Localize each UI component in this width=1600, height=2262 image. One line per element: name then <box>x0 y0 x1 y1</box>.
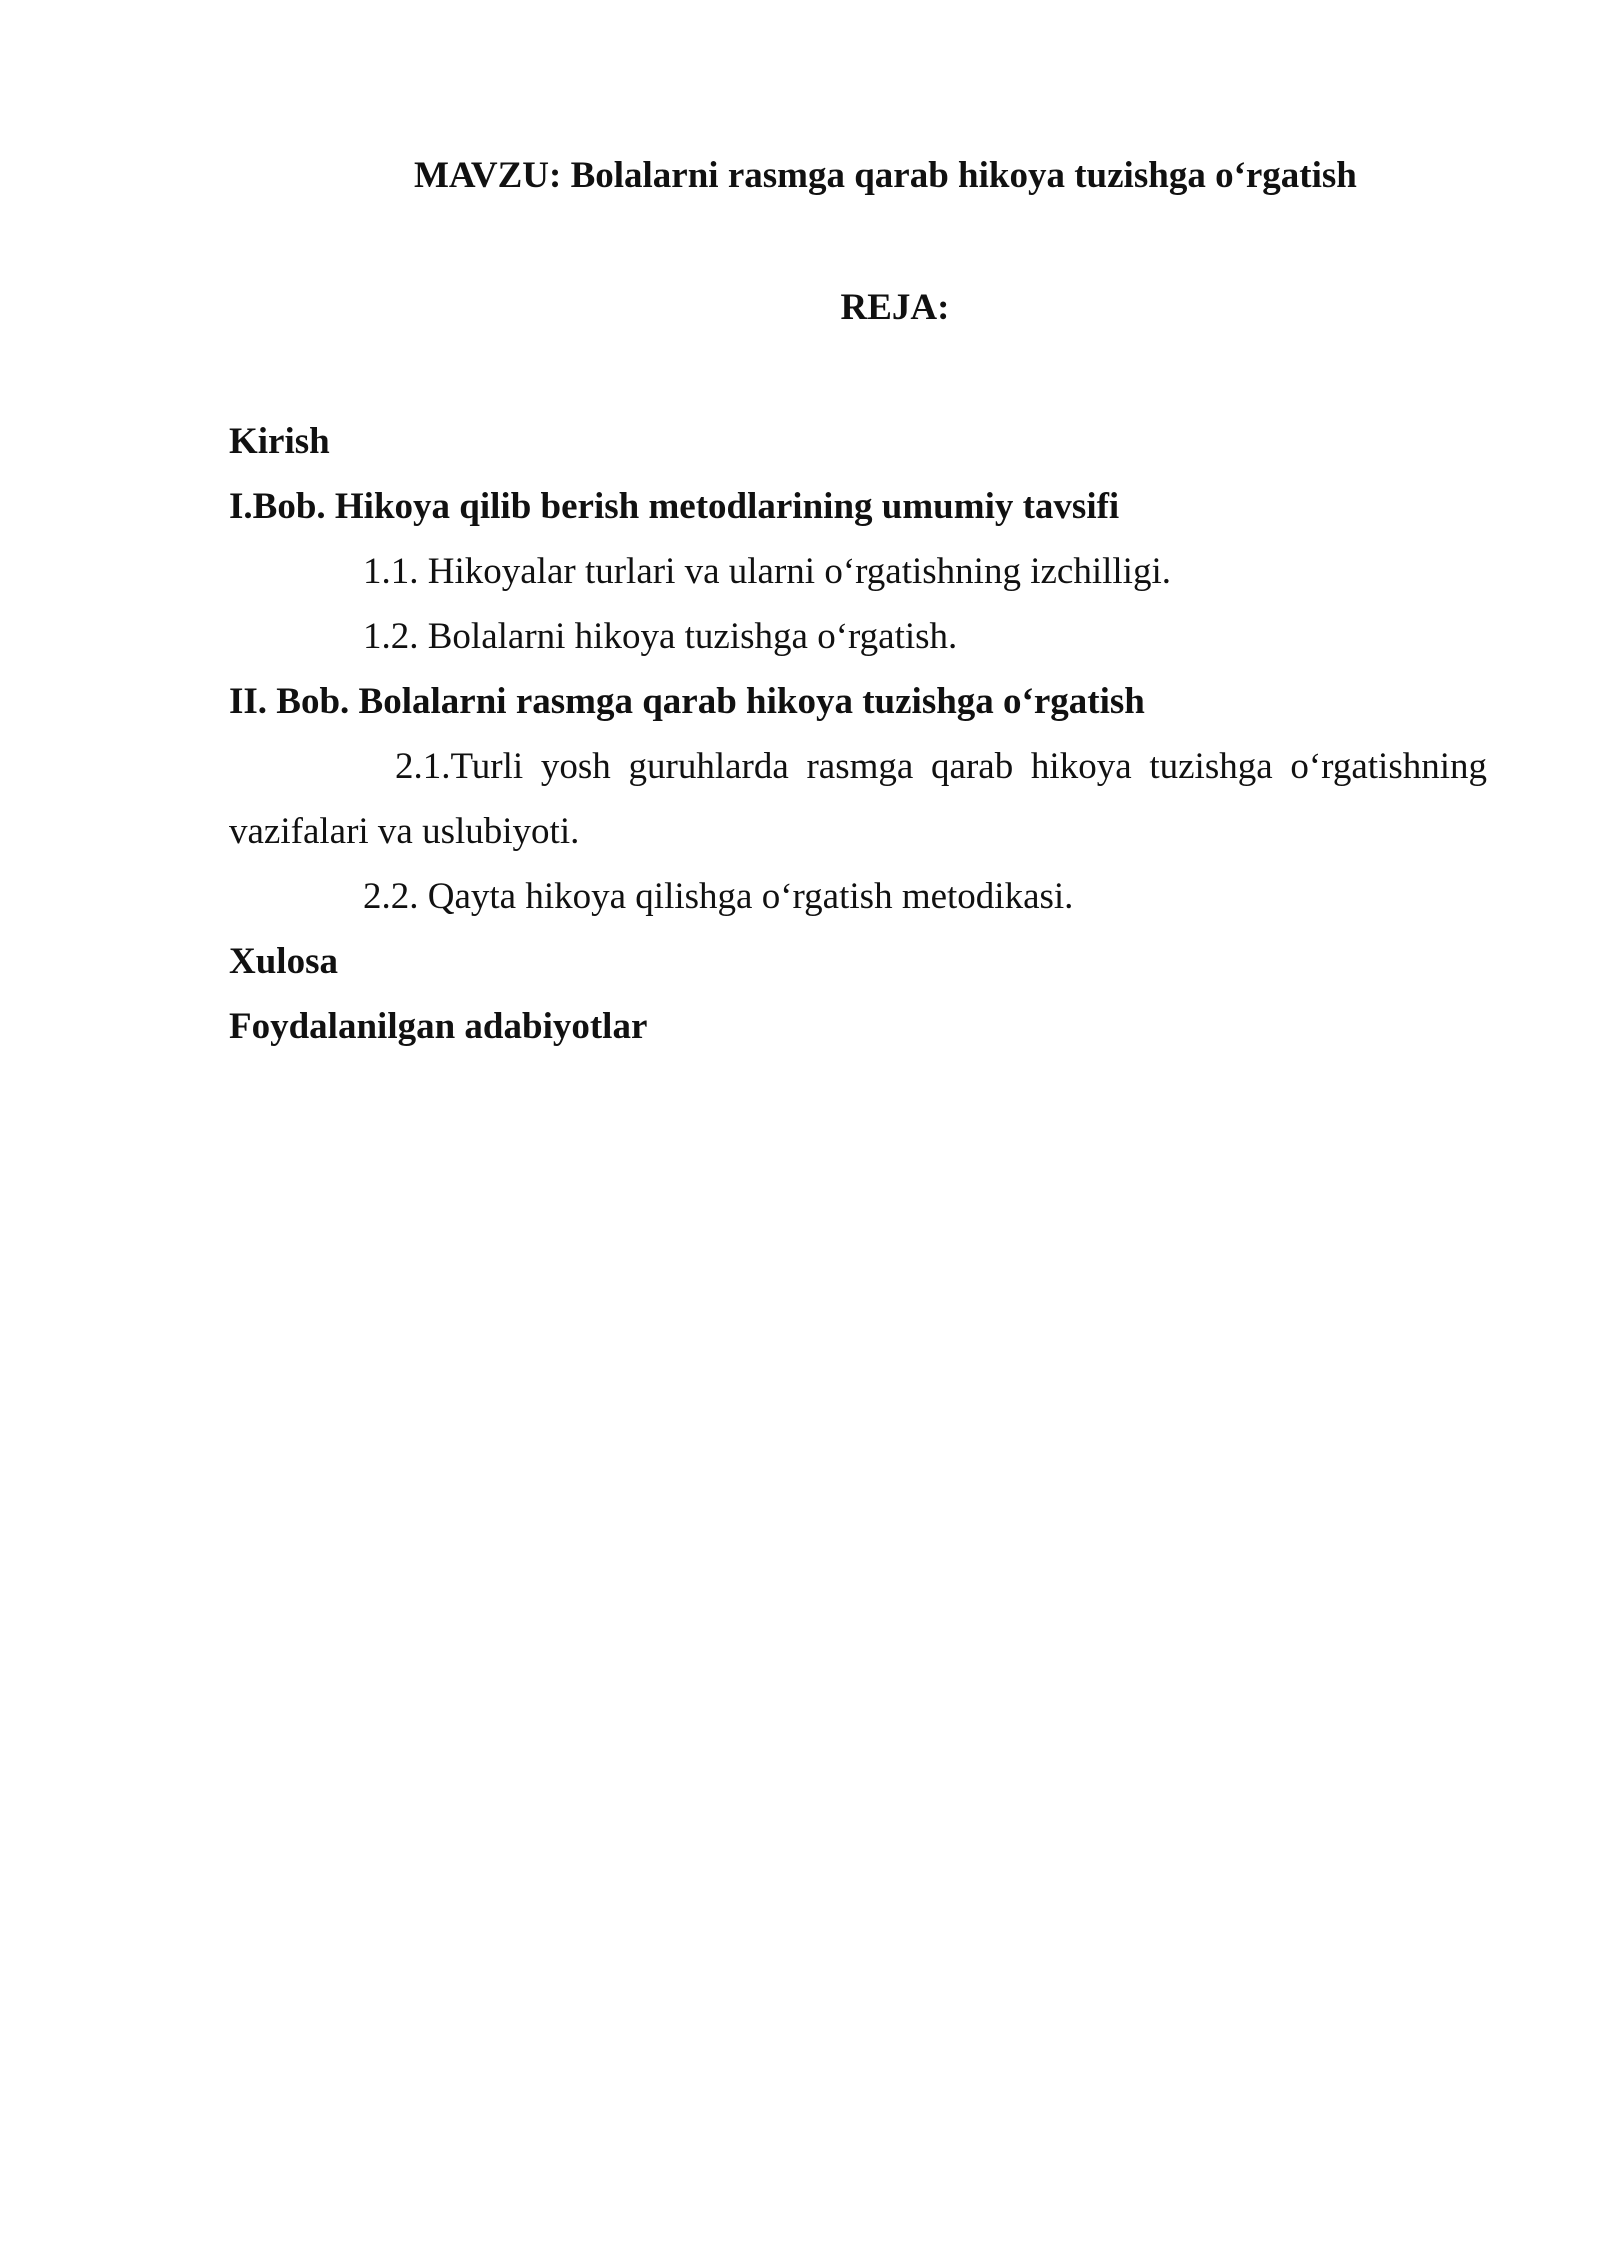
toc-references: Foydalanilgan adabiyotlar <box>229 1006 648 1047</box>
toc-conclusion: Xulosa <box>229 941 338 982</box>
plan-heading: REJA: <box>840 287 950 328</box>
toc-chapter-1: I.Bob. Hikoya qilib berish metodlarining umumiy tavsifi <box>229 486 1120 527</box>
toc-section-1-1: 1.1. Hikoyalar turlari va ularni o‘rgatishning izchilligi. <box>363 551 1171 592</box>
toc-section-1-2: 1.2. Bolalarni hikoya tuzishga o‘rgatish. <box>363 616 958 657</box>
toc-section-2-1: 2.1.Turli yosh guruhlarda rasmga qarab hikoya tuzishga o‘rgatishning vazifalari va uslubiyoti. <box>229 746 1487 852</box>
toc-section-2-2: 2.2. Qayta hikoya qilishga o‘rgatish metodikasi. <box>363 876 1074 917</box>
toc-chapter-2: II. Bob. Bolalarni rasmga qarab hikoya tuzishga o‘rgatish <box>229 681 1145 722</box>
table-of-contents <box>229 409 1487 1059</box>
document-title: MAVZU: Bolalarni rasmga qarab hikoya tuzishga o‘rgatish <box>414 155 1357 196</box>
toc-intro: Kirish <box>229 421 330 462</box>
